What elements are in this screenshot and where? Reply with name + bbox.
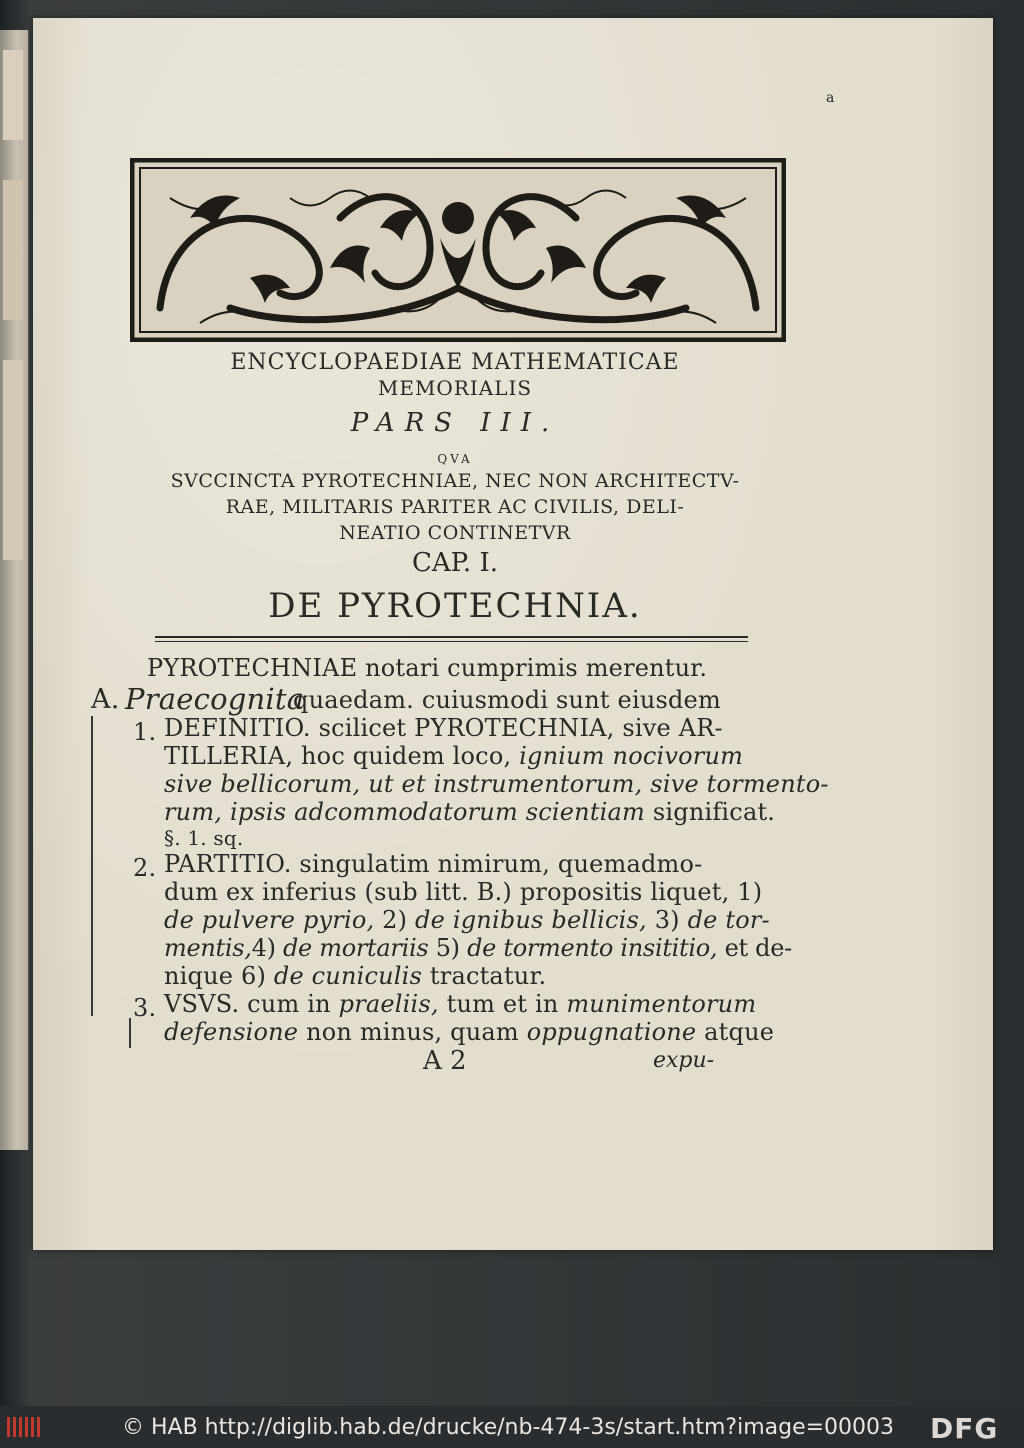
title-line-2: MEMORIALIS bbox=[377, 376, 533, 400]
item-1-line-5: §. 1. sq. bbox=[164, 826, 244, 850]
item-2-line-1: PARTITIO. singulatim nimirum, quemadmo- bbox=[164, 850, 703, 878]
title-line-4: QVA bbox=[437, 452, 473, 466]
item-3-line-1: VSVS. cum in praeliis, tum et in munimentorum bbox=[164, 990, 757, 1018]
item-1-number: 1. bbox=[133, 718, 157, 746]
title-line-1: ENCYCLOPAEDIAE MATHEMATICAE bbox=[230, 350, 680, 375]
leaf-strip bbox=[3, 180, 23, 320]
section-label-a: A. bbox=[91, 684, 120, 715]
previous-leaf-edge bbox=[0, 30, 29, 1150]
item-1-line-2: TILLERIA, hoc quidem loco, ignium nocivorum bbox=[164, 742, 744, 770]
body-line-2: quaedam. cuiusmodi sunt eiusdem bbox=[293, 686, 721, 714]
viewer-footer bbox=[0, 1406, 1024, 1448]
leaf-strip bbox=[3, 50, 23, 140]
floral-headpiece bbox=[130, 158, 786, 342]
item-3-line-2: defensione non minus, quam oppugnatione atque bbox=[164, 1018, 775, 1046]
item-2-number: 2. bbox=[133, 854, 157, 882]
item-1-line-1: DEFINITIO. scilicet PYROTECHNIA, sive AR- bbox=[164, 714, 723, 742]
item-3-number: 3. bbox=[133, 994, 157, 1022]
catchword: expu- bbox=[653, 1048, 715, 1073]
title-line-3: PARS III. bbox=[350, 408, 560, 438]
separator-rule bbox=[155, 636, 748, 638]
item-2-line-5: nique 6) de cuniculis tractatur. bbox=[164, 962, 547, 990]
bracket-bar bbox=[91, 716, 93, 1016]
signature-mark: A 2 bbox=[423, 1046, 467, 1076]
hab-logo-icon bbox=[6, 1415, 46, 1439]
chapter-number: CAP. I. bbox=[412, 548, 498, 578]
item-1-line-3: sive bellicorum, ut et instrumentorum, sive tormento- bbox=[164, 770, 829, 798]
praecognita-word: Praecognita bbox=[125, 682, 305, 716]
chapter-title: DE PYROTECHNIA. bbox=[268, 586, 642, 626]
item-2-line-4: mentis,4) de mortariis 5) de tormento insititio, et de- bbox=[164, 934, 792, 962]
item-2-line-3: de pulvere pyrio, 2) de ignibus bellicis, 3) de tor- bbox=[164, 906, 770, 934]
corner-mark: a bbox=[826, 90, 835, 106]
dfg-logo: DFG bbox=[930, 1412, 999, 1445]
body-line-1: PYROTECHNIAE notari cumprimis merentur. bbox=[147, 654, 708, 682]
subtitle-line-2: RAE, MILITARIS PARITER AC CIVILIS, DELI- bbox=[225, 496, 685, 518]
bracket-bar-lower bbox=[129, 1018, 131, 1048]
separator-rule-thin bbox=[155, 641, 748, 642]
item-1-line-4: rum, ipsis adcommodatorum scientiam significat. bbox=[164, 798, 776, 826]
subtitle-line-3: NEATIO CONTINETVR bbox=[339, 522, 571, 544]
leaf-strip bbox=[3, 360, 23, 560]
subtitle-line-1: SVCCINCTA PYROTECHNIAE, NEC NON ARCHITECTV- bbox=[170, 470, 740, 492]
book-page bbox=[33, 18, 993, 1250]
copyright-url: © HAB http://diglib.hab.de/drucke/nb-474-3s/start.htm?image=00003 bbox=[122, 1415, 895, 1440]
item-2-line-2: dum ex inferius (sub litt. B.) propositis liquet, 1) bbox=[164, 878, 763, 906]
